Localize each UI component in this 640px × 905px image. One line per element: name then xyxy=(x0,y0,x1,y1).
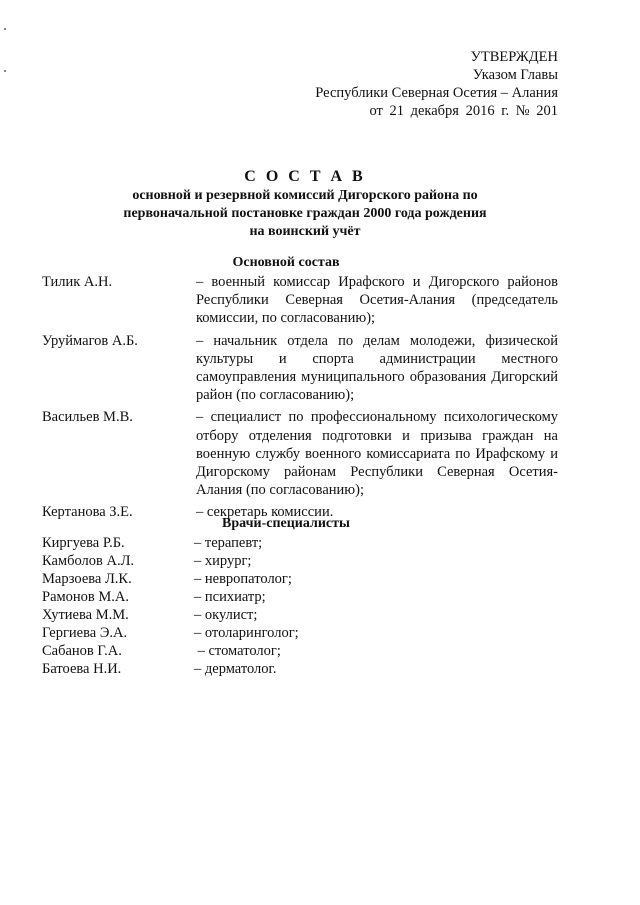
doctors-section-heading: Врачи-специалисты xyxy=(222,516,350,531)
approval-line-2: Указом Главы xyxy=(472,67,558,83)
doctor-name: Сабанов Г.А. xyxy=(42,643,122,659)
member-name: Тилик А.Н. xyxy=(42,274,113,290)
member-name: Кертанова З.Е. xyxy=(42,504,133,521)
doctor-specialty: – отоларинголог; xyxy=(194,625,299,641)
doctor-name: Камболов А.Л. xyxy=(42,553,135,569)
approval-line-1: УТВЕРЖДЕН xyxy=(470,49,558,65)
doctor-name: Хутиева М.М. xyxy=(42,607,129,623)
doctor-name: Рамонов М.А. xyxy=(42,589,130,605)
member-row xyxy=(42,332,558,405)
member-role: – специалист по профессиональному психологическому отбору отделения подготовки и призыва граждан на военную службу военного комиссариата по Ирафскому и Дигорскому районам Республики Северная Осетия-Алания (по согласованию); xyxy=(196,409,558,499)
doctor-specialty: – невропатолог; xyxy=(194,571,292,587)
doctor-specialty: – психиатр; xyxy=(194,589,266,605)
scan-speck xyxy=(4,70,6,72)
doctor-specialty: – стоматолог; xyxy=(194,643,281,659)
doctor-row xyxy=(42,570,558,588)
doctor-specialty: – дерматолог. xyxy=(194,661,277,677)
member-name: Васильев М.В. xyxy=(42,409,133,426)
main-members-list xyxy=(42,273,558,522)
approval-stamp xyxy=(315,48,558,120)
doctor-row xyxy=(42,588,558,606)
member-role: – секретарь комиссии. xyxy=(196,504,334,521)
doctor-row xyxy=(42,660,558,678)
title-line-2: первоначальной постановке граждан 2000 года рождения xyxy=(123,206,487,221)
doctor-name: Марзоева Л.К. xyxy=(42,571,132,587)
doctor-specialty: – хирург; xyxy=(194,553,252,569)
title-heading: С О С Т А В xyxy=(244,168,366,185)
doctor-row xyxy=(42,624,558,642)
doctor-row xyxy=(42,606,558,624)
member-role: – начальник отдела по делам молодежи, физической культуры и спорта администрации местного самоуправления муниципального образования Дигорский район (по согласованию); xyxy=(196,332,558,404)
doctor-name: Киргуева Р.Б. xyxy=(42,535,125,551)
title-line-1: основной и резервной комиссий Дигорского района по xyxy=(132,188,478,203)
doctor-row xyxy=(42,534,558,552)
member-name: Уруймагов А.Б. xyxy=(42,332,138,349)
doctors-list xyxy=(42,534,558,678)
doctor-row xyxy=(42,552,558,570)
doctor-specialty: – окулист; xyxy=(194,607,258,623)
title-line-3: на воинский учёт xyxy=(249,224,361,239)
main-section-heading: Основной состав xyxy=(232,255,340,270)
member-role: – военный комиссар Ирафского и Дигорского районов Республики Северная Осетия-Алания (председатель комиссии, по согласованию); xyxy=(196,274,558,327)
doctor-specialty: – терапевт; xyxy=(194,535,263,551)
document-title xyxy=(100,167,510,241)
approval-date-line: от 21 декабря 2016 г. № 201 xyxy=(369,103,558,119)
member-row xyxy=(42,273,558,328)
doctor-name: Батоева Н.И. xyxy=(42,661,122,677)
member-row xyxy=(42,408,558,499)
scan-speck xyxy=(4,28,6,30)
doctor-name: Гергиева Э.А. xyxy=(42,625,128,641)
approval-line-3: Республики Северная Осетия – Алания xyxy=(315,85,558,101)
doctor-row xyxy=(42,642,558,660)
